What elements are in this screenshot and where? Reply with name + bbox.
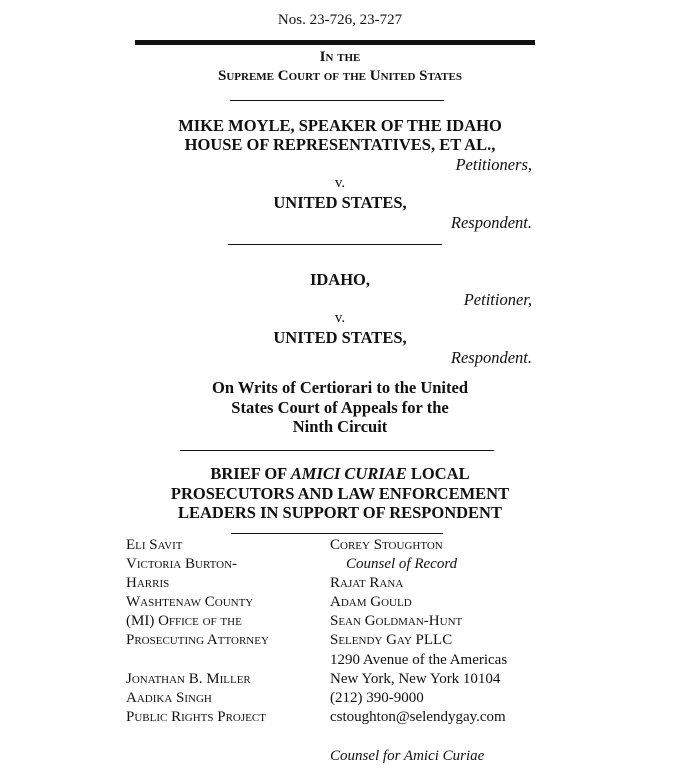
left-counsel-line-4: Washtenaw County xyxy=(126,594,254,610)
case1-respondent-role: Respondent. xyxy=(450,213,532,232)
case2-versus: v. xyxy=(334,310,346,326)
right-counsel-name-3: Adam Gould xyxy=(330,594,412,610)
address-line-1: 1290 Avenue of the Americas xyxy=(330,652,508,668)
writs-line-2: States Court of Appeals for the xyxy=(231,398,449,417)
case1-party-line-1: MIKE MOYLE, SPEAKER OF THE IDAHO xyxy=(178,116,502,135)
left-counsel-line-9: Aadika Singh xyxy=(126,690,212,706)
case1-petitioner-role: Petitioners, xyxy=(455,155,532,174)
left-counsel-line-5: (MI) Office of the xyxy=(126,613,242,629)
case2-respondent-role: Respondent. xyxy=(450,348,532,367)
brief-title-post: LOCAL xyxy=(406,464,470,483)
court-line-2: Supreme Court of the United States xyxy=(218,68,462,84)
case2-respondent: UNITED STATES, xyxy=(273,328,407,347)
brief-title-pre: BRIEF OF xyxy=(210,464,291,483)
writs-line-1: On Writs of Certiorari to the United xyxy=(211,378,469,397)
brief-title-line-1 xyxy=(0,464,680,484)
right-counsel-name-2: Rajat Rana xyxy=(330,575,404,591)
divider-2 xyxy=(228,244,442,245)
left-counsel-line-2: Victoria Burton- xyxy=(126,556,238,572)
phone-number: (212) 390-9000 xyxy=(330,690,424,706)
case2-petitioner-role: Petitioner, xyxy=(463,290,532,309)
top-thick-rule xyxy=(135,40,535,45)
court-line-1: In the xyxy=(319,49,361,65)
docket-number: Nos. 23-726, 23-727 xyxy=(277,12,403,28)
case1-respondent: UNITED STATES, xyxy=(273,193,407,212)
case1-party-line-2: HOUSE OF REPRESENTATIVES, ET AL., xyxy=(184,135,496,154)
counsel-for-amici: Counsel for Amici Curiae xyxy=(330,748,485,764)
case2-party: IDAHO, xyxy=(309,270,371,289)
case1-versus: v. xyxy=(334,175,346,191)
right-counsel-name-1: Corey Stoughton xyxy=(330,537,443,553)
left-counsel-line-8: Jonathan B. Miller xyxy=(126,671,251,687)
address-line-2: New York, New York 10104 xyxy=(330,671,501,687)
left-counsel-line-1: Eli Savit xyxy=(126,537,183,553)
left-counsel-line-10: Public Rights Project xyxy=(126,709,266,725)
brief-title-line-2: PROSECUTORS AND LAW ENFORCEMENT xyxy=(170,484,510,503)
counsel-of-record: Counsel of Record xyxy=(346,556,458,572)
left-counsel-line-3: Harris xyxy=(126,575,170,591)
divider-4 xyxy=(231,533,443,534)
divider-3 xyxy=(180,450,494,451)
email-address: cstoughton@selendygay.com xyxy=(330,709,506,725)
brief-title-amici: AMICI CURIAE xyxy=(290,464,407,483)
brief-title-line-3: LEADERS IN SUPPORT OF RESPONDENT xyxy=(178,503,502,522)
law-firm-name: Selendy Gay PLLC xyxy=(330,632,453,648)
writs-line-3: Ninth Circuit xyxy=(292,417,388,436)
right-counsel-name-4: Sean Goldman-Hunt xyxy=(330,613,463,629)
divider-1 xyxy=(230,100,444,101)
left-counsel-line-6: Prosecuting Attorney xyxy=(126,632,269,648)
